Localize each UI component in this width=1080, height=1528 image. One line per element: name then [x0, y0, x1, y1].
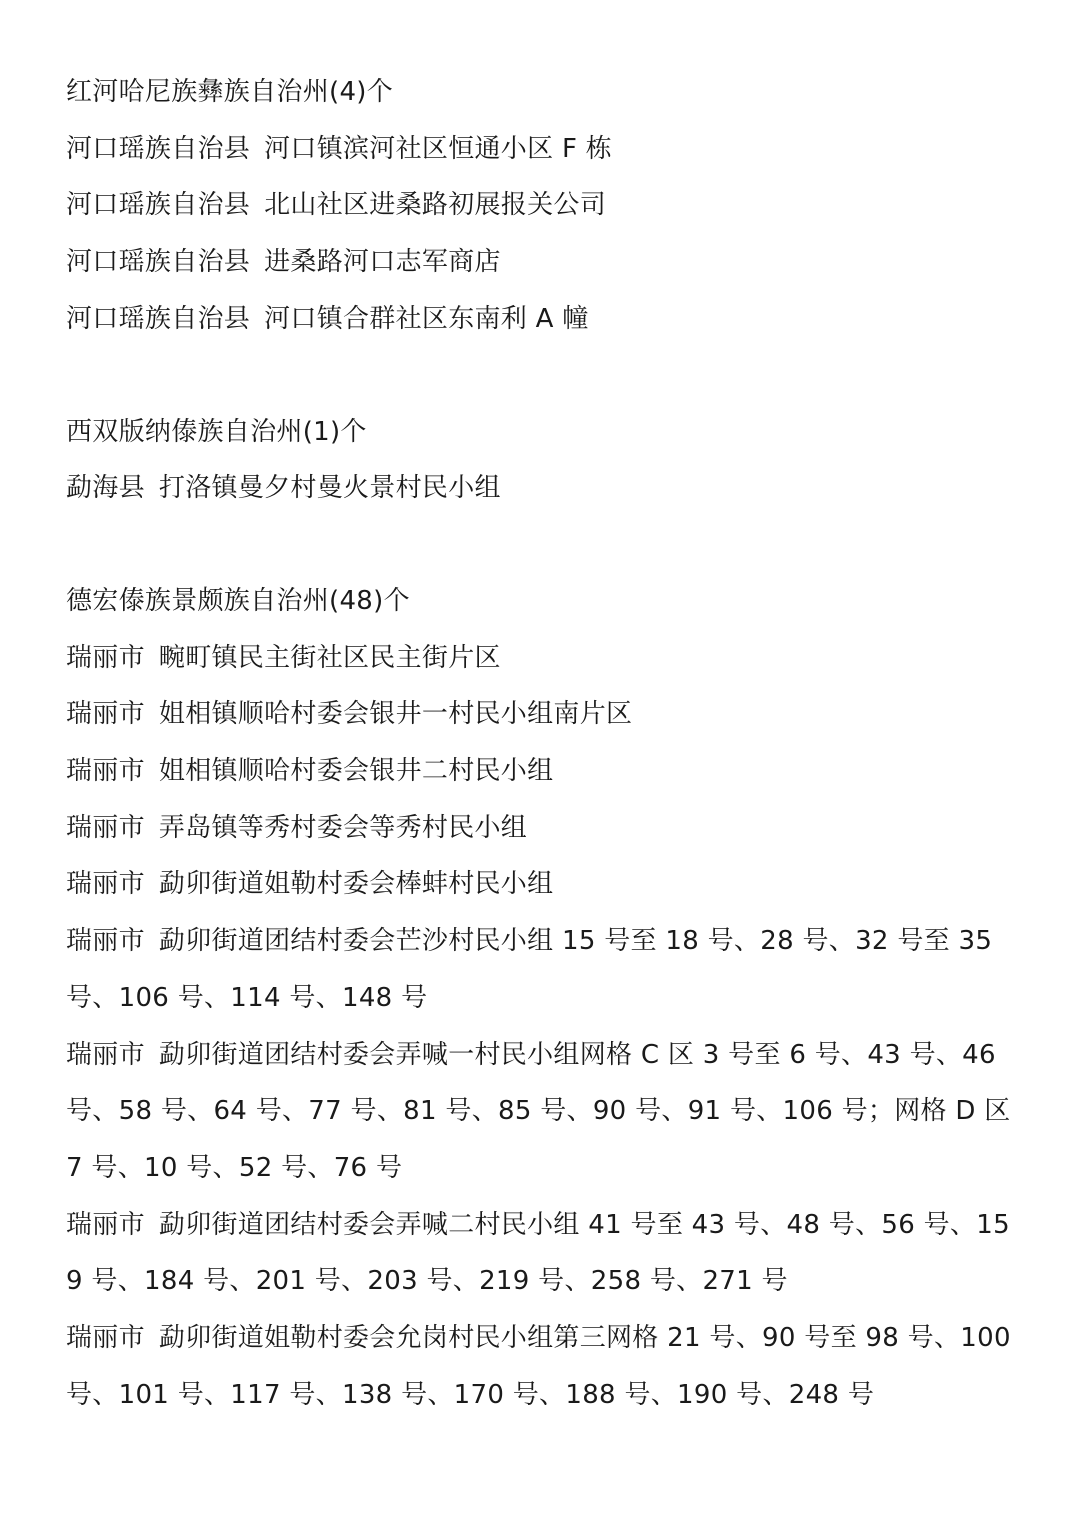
location-detail: 打洛镇曼夕村曼火景村民小组 [158, 473, 501, 504]
location-detail: 进桑路河口志军商店 [264, 247, 501, 278]
location-entry [66, 856, 1026, 913]
location-entry [66, 121, 1026, 178]
location-detail: 姐相镇顺哈村委会银井一村民小组南片区 [158, 699, 633, 730]
location-detail: 河口镇滨河社区恒通小区 F 栋 [264, 133, 613, 164]
county-name: 瑞丽市 [66, 1209, 145, 1240]
location-detail: 勐卯街道团结村委会弄喊二村民小组 41 号至 43 号、48 号、56 号、159 号、184 号、201 号、203 号、219 号、258 号、271 号 [66, 1209, 1010, 1297]
prefecture-section-dehong [66, 573, 1026, 1424]
location-entry [66, 1027, 1026, 1197]
county-name: 瑞丽市 [66, 756, 145, 787]
location-detail: 弄岛镇等秀村委会等秀村民小组 [158, 812, 528, 843]
location-entry [66, 800, 1026, 857]
location-entry [66, 686, 1026, 743]
document-page [66, 64, 1026, 1423]
county-name: 瑞丽市 [66, 812, 145, 843]
county-name: 瑞丽市 [66, 926, 145, 957]
location-detail: 北山社区进桑路初展报关公司 [264, 190, 607, 221]
location-entry [66, 743, 1026, 800]
county-name: 瑞丽市 [66, 869, 145, 900]
county-name: 河口瑶族自治县 [66, 303, 251, 334]
county-name: 瑞丽市 [66, 642, 145, 673]
prefecture-section-xishuangbanna [66, 404, 1026, 517]
prefecture-section-honghe [66, 64, 1026, 348]
county-name: 瑞丽市 [66, 699, 145, 730]
location-entry [66, 177, 1026, 234]
location-detail: 姐相镇顺哈村委会银井二村民小组 [158, 756, 554, 787]
location-detail: 勐卯街道团结村委会芒沙村民小组 15 号至 18 号、28 号、32 号至 35 号、106 号、114 号、148 号 [66, 926, 993, 1013]
location-detail: 河口镇合群社区东南利 A 幢 [264, 303, 589, 334]
location-entry [66, 460, 1026, 517]
location-detail: 勐卯街道姐勒村委会棒蚌村民小组 [158, 869, 554, 900]
location-detail: 勐卯街道姐勒村委会允岗村民小组第三网格 21 号、90 号至 98 号、100 号、101 号、117 号、138 号、170 号、188 号、190 号、248 号 [66, 1323, 1011, 1410]
location-entry [66, 1310, 1026, 1423]
county-name: 瑞丽市 [66, 1323, 145, 1354]
location-detail: 畹町镇民主街社区民主街片区 [158, 642, 501, 673]
prefecture-heading: 德宏傣族景颇族自治州(48)个 [66, 585, 410, 616]
location-detail: 勐卯街道团结村委会弄喊一村民小组网格 C 区 3 号至 6 号、43 号、46 号、58 号、64 号、77 号、81 号、85 号、90 号、91 号、106 号；网格 D 区 7 号、10 号、52 号、76 号 [66, 1039, 1011, 1183]
location-entry [66, 291, 1026, 348]
location-entry [66, 913, 1026, 1026]
county-name: 河口瑶族自治县 [66, 247, 251, 278]
location-entry [66, 234, 1026, 291]
county-name: 河口瑶族自治县 [66, 133, 251, 164]
prefecture-heading: 西双版纳傣族自治州(1)个 [66, 416, 367, 447]
location-entry [66, 1197, 1026, 1310]
location-entry [66, 630, 1026, 687]
prefecture-heading: 红河哈尼族彝族自治州(4)个 [66, 77, 394, 107]
county-name: 河口瑶族自治县 [66, 190, 251, 221]
county-name: 勐海县 [66, 473, 145, 504]
county-name: 瑞丽市 [66, 1039, 145, 1070]
